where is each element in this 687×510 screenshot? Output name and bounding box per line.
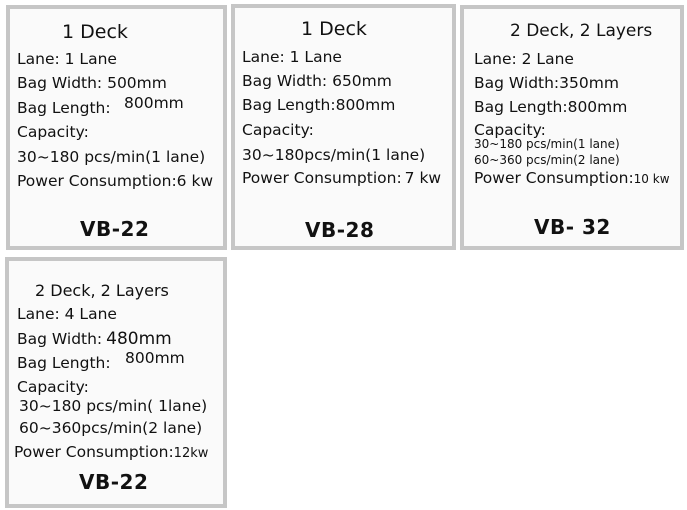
power-label: Power Consumption: xyxy=(17,172,177,190)
lane-spec: Lane: 1 Lane xyxy=(242,48,342,66)
bag-width-spec xyxy=(17,329,172,349)
power-spec xyxy=(17,172,213,190)
power-value: 6 kw xyxy=(176,172,214,190)
power-spec xyxy=(14,443,208,461)
bag-length-spec: Bag Length:800mm xyxy=(474,98,628,116)
power-spec xyxy=(474,169,670,187)
power-value: 12kw xyxy=(173,446,209,461)
capacity-1-lane: 30~180 pcs/min(1 lane) xyxy=(17,148,206,166)
bag-width-spec: Bag Width: 650mm xyxy=(242,72,392,90)
spec-card-4 xyxy=(5,257,227,508)
power-value: 7 kw xyxy=(404,169,442,187)
deck-title: 2 Deck, 2 Layers xyxy=(510,21,653,41)
capacity-label: Capacity: xyxy=(17,378,89,396)
model-number: VB- 32 xyxy=(534,215,611,239)
deck-title: 1 Deck xyxy=(301,18,367,40)
capacity-1-lane: 30~180 pcs/min( 1lane) xyxy=(19,397,208,415)
bag-length-value: 800mm xyxy=(124,94,184,112)
model-number: VB-28 xyxy=(305,218,375,242)
model-number: VB-22 xyxy=(79,470,149,494)
spec-card-2 xyxy=(231,4,456,250)
capacity-1-lane: 30~180 pcs/min(1 lane) xyxy=(474,137,620,151)
capacity-label: Capacity: xyxy=(17,123,89,141)
bag-width-label: Bag Width: xyxy=(17,330,103,348)
capacity-label: Capacity: xyxy=(242,121,314,139)
bag-length-label: Bag Length: xyxy=(17,99,111,117)
power-value: 10 kw xyxy=(633,172,670,186)
power-label: Power Consumption: xyxy=(474,169,634,187)
capacity-2-lane: 60~360pcs/min(2 lane) xyxy=(19,419,203,437)
bag-length-spec: Bag Length:800mm xyxy=(242,96,396,114)
bag-length-label: Bag Length: xyxy=(17,354,111,372)
deck-title: 2 Deck, 2 Layers xyxy=(35,281,169,300)
lane-spec: Lane: 4 Lane xyxy=(17,305,117,323)
lane-spec: Lane: 2 Lane xyxy=(474,50,574,68)
power-label: Power Consumption: xyxy=(14,443,174,461)
capacity-1-lane: 30~180pcs/min(1 lane) xyxy=(242,146,426,164)
bag-width-value: 480mm xyxy=(106,329,172,349)
power-label: Power Consumption: xyxy=(242,169,402,187)
lane-spec: Lane: 1 Lane xyxy=(17,50,117,68)
bag-width-spec: Bag Width:350mm xyxy=(474,74,619,92)
bag-length-value: 800mm xyxy=(125,349,185,367)
capacity-label: Capacity: xyxy=(474,121,546,139)
model-number: VB-22 xyxy=(80,217,150,241)
power-spec xyxy=(242,169,441,187)
spec-card-3 xyxy=(460,5,684,250)
capacity-2-lane: 60~360 pcs/min(2 lane) xyxy=(474,153,620,167)
spec-card-1 xyxy=(6,5,227,250)
deck-title: 1 Deck xyxy=(62,21,128,43)
bag-width-spec: Bag Width: 500mm xyxy=(17,74,167,92)
